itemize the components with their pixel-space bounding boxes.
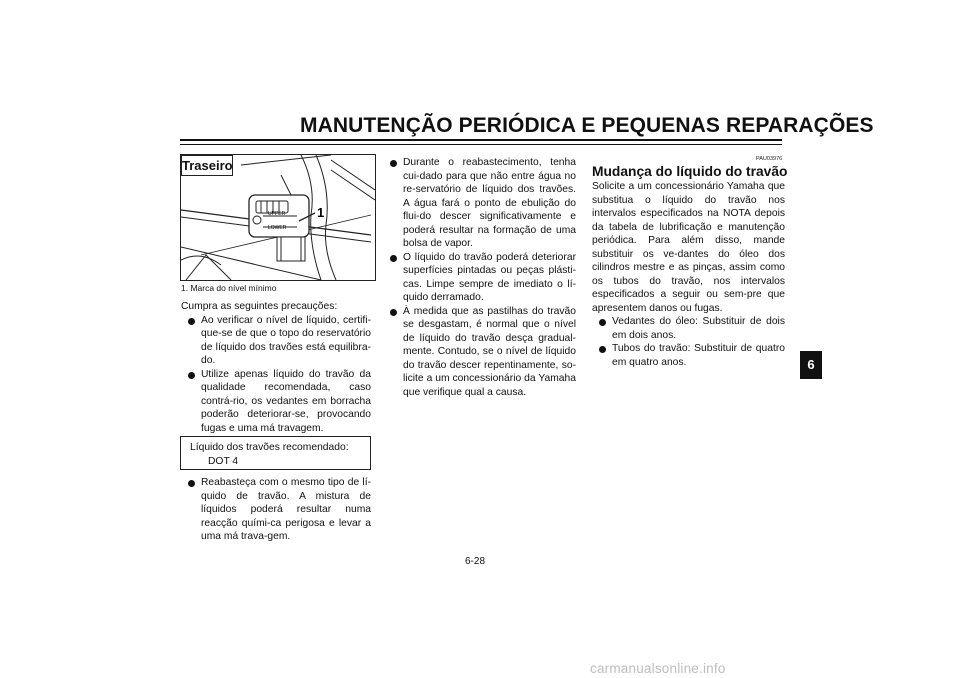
bullet-icon	[599, 319, 606, 326]
list-item: Durante o reabastecimento, tenha cui-dado para que não entre água no re-servatório de líquido dos travões. A água fará o ponto de ebulição do flui-do descer significativamente e poderá resultar na formação de uma bolsa de vapor.	[383, 156, 576, 251]
figure-caption: 1. Marca do nível mínimo	[181, 283, 277, 293]
chapter-tab: 6	[800, 351, 822, 379]
watermark: carmanualsonline.info	[590, 661, 726, 676]
list-item: Tubos do travão: Substituir de quatro em quatro anos.	[592, 342, 785, 369]
precautions-list	[181, 314, 371, 436]
upper-mark-label: UPPER	[268, 211, 286, 217]
list-item: À medida que as pastilhas do travão se desgastam, é normal que o nível de líquido do travão desça gradual-mente. Contudo, se o nível de líquido do travão descer repentinamente, so-licite a um concessionário da Yamaha que verifique qual a causa.	[383, 305, 576, 400]
bullet-icon	[188, 372, 195, 379]
callout-number: 1	[317, 205, 325, 220]
list-item: Utilize apenas líquido do travão da qualidade recomendada, caso contrá-rio, os vedantes em borracha poderão deteriorar-se, provocando fugas e uma má travagem.	[181, 368, 371, 436]
page-title: MANUTENÇÃO PERIÓDICA E PEQUENAS REPARAÇÕES	[300, 114, 874, 137]
section-heading: Mudança do líquido do travão	[592, 164, 788, 179]
precautions-list-continued	[181, 476, 371, 544]
bullet-icon	[599, 346, 606, 353]
precautions-list-2	[383, 156, 576, 399]
page-number: 6-28	[465, 556, 486, 567]
list-item: O líquido do travão poderá deteriorar superfícies pintadas ou peças plásti-cas. Limpe sempre de imediato o lí-quido derramado.	[383, 251, 576, 305]
section-paragraph: Solicite a um concessionário Yamaha que substitua o líquido do travão nos intervalos especificados na NOTA depois da tabela de lubrificação e manutenção periódica. Para além disso, mande substituir os ve-dantes do óleo dos cilindros mestre e as pinças, assim como os tubos do travão, nos intervalos especificados a seguir ou sem-pre que apresentem danos ou fugas.	[592, 181, 785, 314]
header-rule	[180, 139, 782, 141]
section-code: PAU03976	[756, 156, 783, 162]
spec-label: Líquido dos travões recomendado:	[190, 442, 349, 453]
bullet-icon	[390, 255, 397, 262]
header-rule-thin	[180, 144, 782, 145]
recommended-fluid-box	[180, 436, 371, 470]
column-1-upper	[181, 300, 371, 435]
bullet-icon	[390, 160, 397, 167]
list-item: Ao verificar o nível de líquido, certifi-que-se de que o topo do reservatório de líquido dos travões está equilibra-do.	[181, 314, 371, 368]
figure-tag: Traseiro	[181, 155, 233, 176]
precautions-intro: Cumpra as seguintes precauções:	[181, 301, 338, 312]
column-2	[383, 156, 576, 399]
lower-mark-label: LOWER	[268, 225, 287, 231]
spec-value: DOT 4	[208, 455, 239, 467]
bullet-icon	[390, 309, 397, 316]
bullet-icon	[188, 318, 195, 325]
column-3	[592, 180, 785, 369]
list-item: Vedantes do óleo: Substituir de dois em dois anos.	[592, 315, 785, 342]
list-item: Reabasteça com o mesmo tipo de lí-quido de travão. A mistura de líquidos poderá resultar numa reacção quími-ca perigosa e levar a uma má trava-gem.	[181, 476, 371, 544]
bullet-icon	[188, 480, 195, 487]
replacement-list	[592, 315, 785, 369]
column-1-lower	[181, 476, 371, 544]
